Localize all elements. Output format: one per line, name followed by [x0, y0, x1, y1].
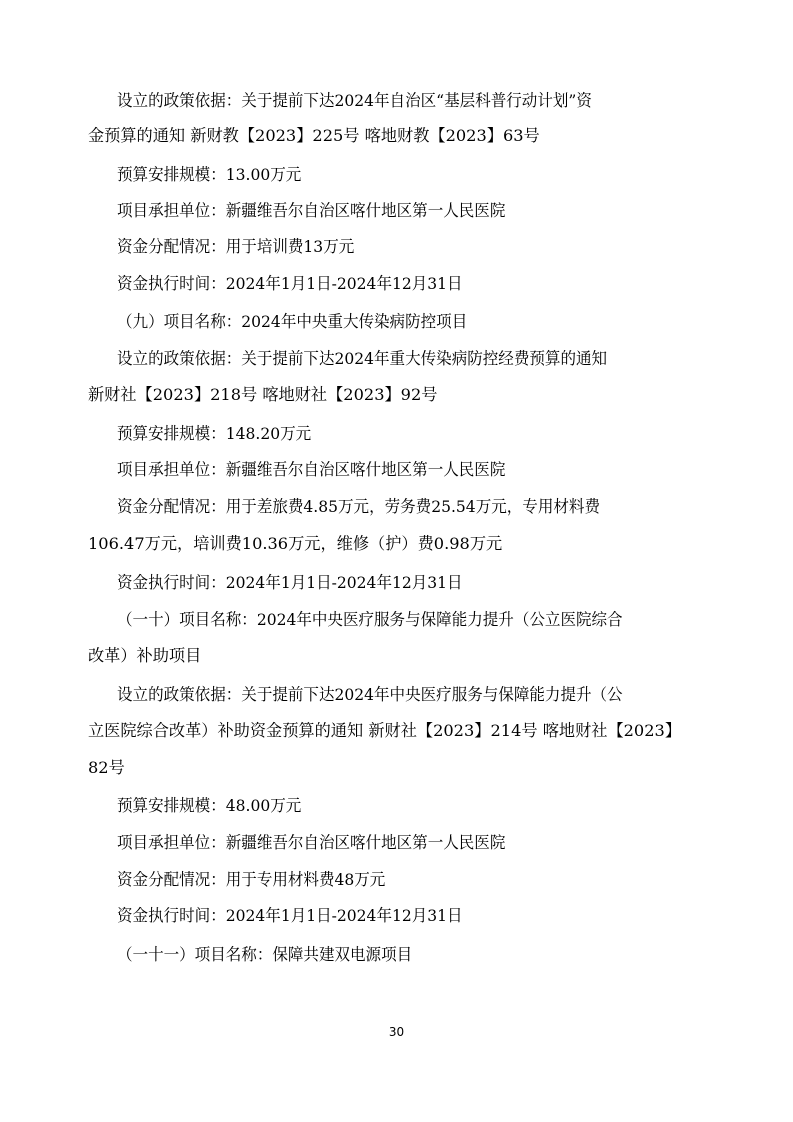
paragraph-line: 预算安排规模：148.20万元 — [117, 424, 312, 443]
paragraph-line: 资金分配情况：用于培训费13万元 — [117, 237, 355, 256]
paragraph-line: 设立的政策依据：关于提前下达2024年重大传染病防控经费预算的通知 — [117, 349, 608, 368]
paragraph-line: 项目承担单位：新疆维吾尔自治区喀什地区第一人民医院 — [117, 833, 506, 852]
page-number: 30 — [388, 1025, 405, 1039]
paragraph-line: 设立的政策依据：关于提前下达2024年自治区“基层科普行动计划”资 — [117, 91, 592, 110]
paragraph-line: 金预算的通知 新财教【2023】225号 喀地财教【2023】63号 — [88, 126, 540, 145]
paragraph-line: 82号 — [88, 758, 125, 777]
paragraph-line: 资金分配情况：用于差旅费4.85万元，劳务费25.54万元，专用材料费 — [117, 497, 600, 516]
paragraph-line: 项目承担单位：新疆维吾尔自治区喀什地区第一人民医院 — [117, 460, 506, 479]
paragraph-line: 新财社【2023】218号 喀地财社【2023】92号 — [88, 385, 438, 404]
paragraph-line: 资金执行时间：2024年1月1日-2024年12月31日 — [117, 906, 463, 925]
section-heading: （九）项目名称：2024年中央重大传染病防控项目 — [117, 312, 468, 331]
paragraph-line: 106.47万元，培训费10.36万元，维修（护）费0.98万元 — [88, 534, 503, 553]
paragraph-line: 资金执行时间：2024年1月1日-2024年12月31日 — [117, 573, 463, 592]
paragraph-line: 项目承担单位：新疆维吾尔自治区喀什地区第一人民医院 — [117, 201, 506, 220]
section-heading: （一十）项目名称：2024年中央医疗服务与保障能力提升（公立医院综合 — [117, 610, 623, 629]
paragraph-line: 资金分配情况：用于专用材料费48万元 — [117, 870, 386, 889]
paragraph-line: 资金执行时间：2024年1月1日-2024年12月31日 — [117, 274, 463, 293]
paragraph-line: 立医院综合改革）补助资金预算的通知 新财社【2023】214号 喀地财社【2023】 — [88, 721, 682, 740]
section-heading: （一十一）项目名称：保障共建双电源项目 — [117, 945, 413, 964]
paragraph-line: 设立的政策依据：关于提前下达2024年中央医疗服务与保障能力提升（公 — [117, 685, 623, 704]
paragraph-line: 预算安排规模：13.00万元 — [117, 165, 302, 184]
paragraph-line: 预算安排规模：48.00万元 — [117, 796, 302, 815]
section-heading: 改革）补助项目 — [88, 646, 202, 665]
